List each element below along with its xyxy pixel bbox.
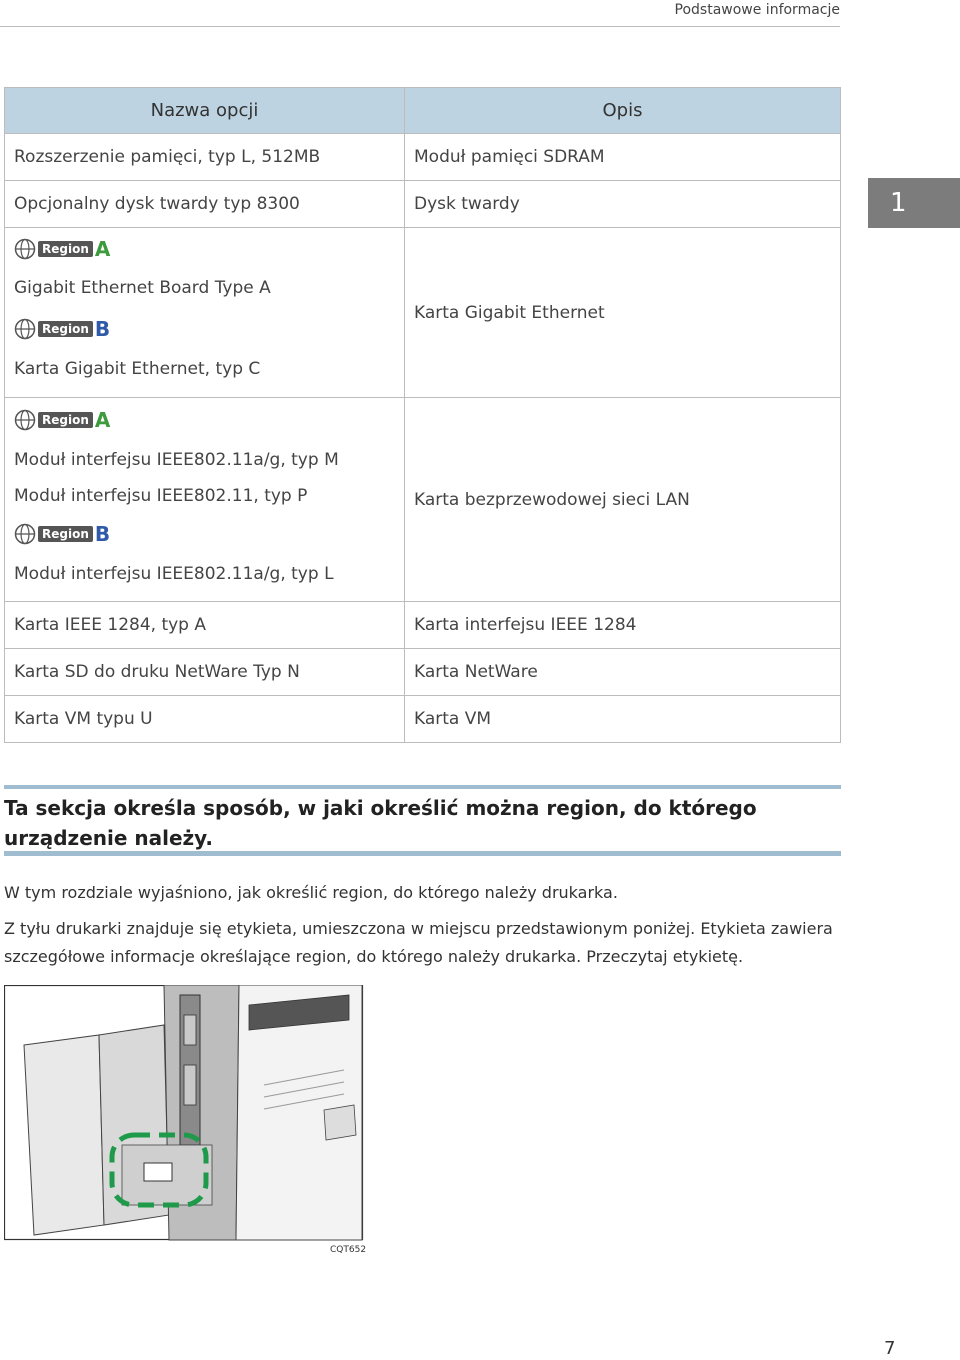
region-a-badge [14,234,110,264]
option-name: Karta IEEE 1284, typ A [5,602,405,649]
label-location-paragraph: Z tyłu drukarki znajduje się etykieta, umieszczona w miejscu przedstawionym poniżej. Etykieta zawiera szczegółowe informacje określające region, do którego należy drukarka. Przeczytaj etykietę. [4,919,833,966]
region-b-badge [14,311,110,347]
option-name: Karta SD do druku NetWare Typ N [5,649,405,696]
table-row [5,649,841,696]
table-row [5,181,841,228]
column-header-name: Nazwa opcji [5,88,405,134]
printer-back-illustration [4,985,364,1241]
region-word: Region [38,321,93,337]
option-name: Moduł interfejsu IEEE802.11a/g, typ L [14,564,334,584]
option-name: Karta VM typu U [5,696,405,743]
options-table [4,87,841,743]
region-letter-b: B [94,522,111,546]
table-row [5,696,841,743]
section-heading: Ta sekcja określa sposób, w jaki określić można region, do którego urządzenie należy. [4,796,757,850]
table-header-row [5,88,841,134]
globe-icon [14,238,36,260]
option-name: Rozszerzenie pamięci, typ L, 512MB [5,134,405,181]
region-a-badge [14,405,110,435]
table-row [5,134,841,181]
option-name: Moduł interfejsu IEEE802.11, typ P [14,486,308,506]
chapter-tab: 1 [868,178,960,228]
section-heading-block [4,785,841,853]
option-description: Moduł pamięci SDRAM [405,134,841,181]
region-letter-b: B [94,317,111,341]
globe-icon [14,523,36,545]
region-word: Region [38,526,93,542]
option-description: Karta Gigabit Ethernet [405,228,841,398]
option-name: Gigabit Ethernet Board Type A [14,278,271,298]
option-description: Karta VM [405,696,841,743]
table-row [5,398,841,602]
header-section-label: Podstawowe informacje [674,2,840,18]
figure-caption: CQT652 [330,1245,367,1255]
option-name: Moduł interfejsu IEEE802.11a/g, typ M [14,450,339,470]
printer-back-drawing [4,985,364,1241]
option-description: Dysk twardy [405,181,841,228]
region-letter-a: A [94,237,111,261]
option-description: Karta NetWare [405,649,841,696]
region-letter-a: A [94,408,111,432]
column-header-description: Opis [405,88,841,134]
option-description: Karta interfejsu IEEE 1284 [405,602,841,649]
region-b-badge [14,514,110,554]
option-name-cell [5,398,405,602]
region-word: Region [38,412,93,428]
option-description: Karta bezprzewodowej sieci LAN [405,398,841,602]
globe-icon [14,318,36,340]
option-name: Opcjonalny dysk twardy typ 8300 [5,181,405,228]
heading-underline [4,851,841,856]
page-number: 7 [884,1338,896,1359]
option-name-cell [5,228,405,398]
table-row [5,602,841,649]
intro-paragraph: W tym rozdziale wyjaśniono, jak określić region, do którego należy drukarka. [4,883,618,902]
globe-icon [14,409,36,431]
region-word: Region [38,241,93,257]
table-row [5,228,841,398]
option-name: Karta Gigabit Ethernet, typ C [14,359,261,379]
header-rule [0,26,840,27]
